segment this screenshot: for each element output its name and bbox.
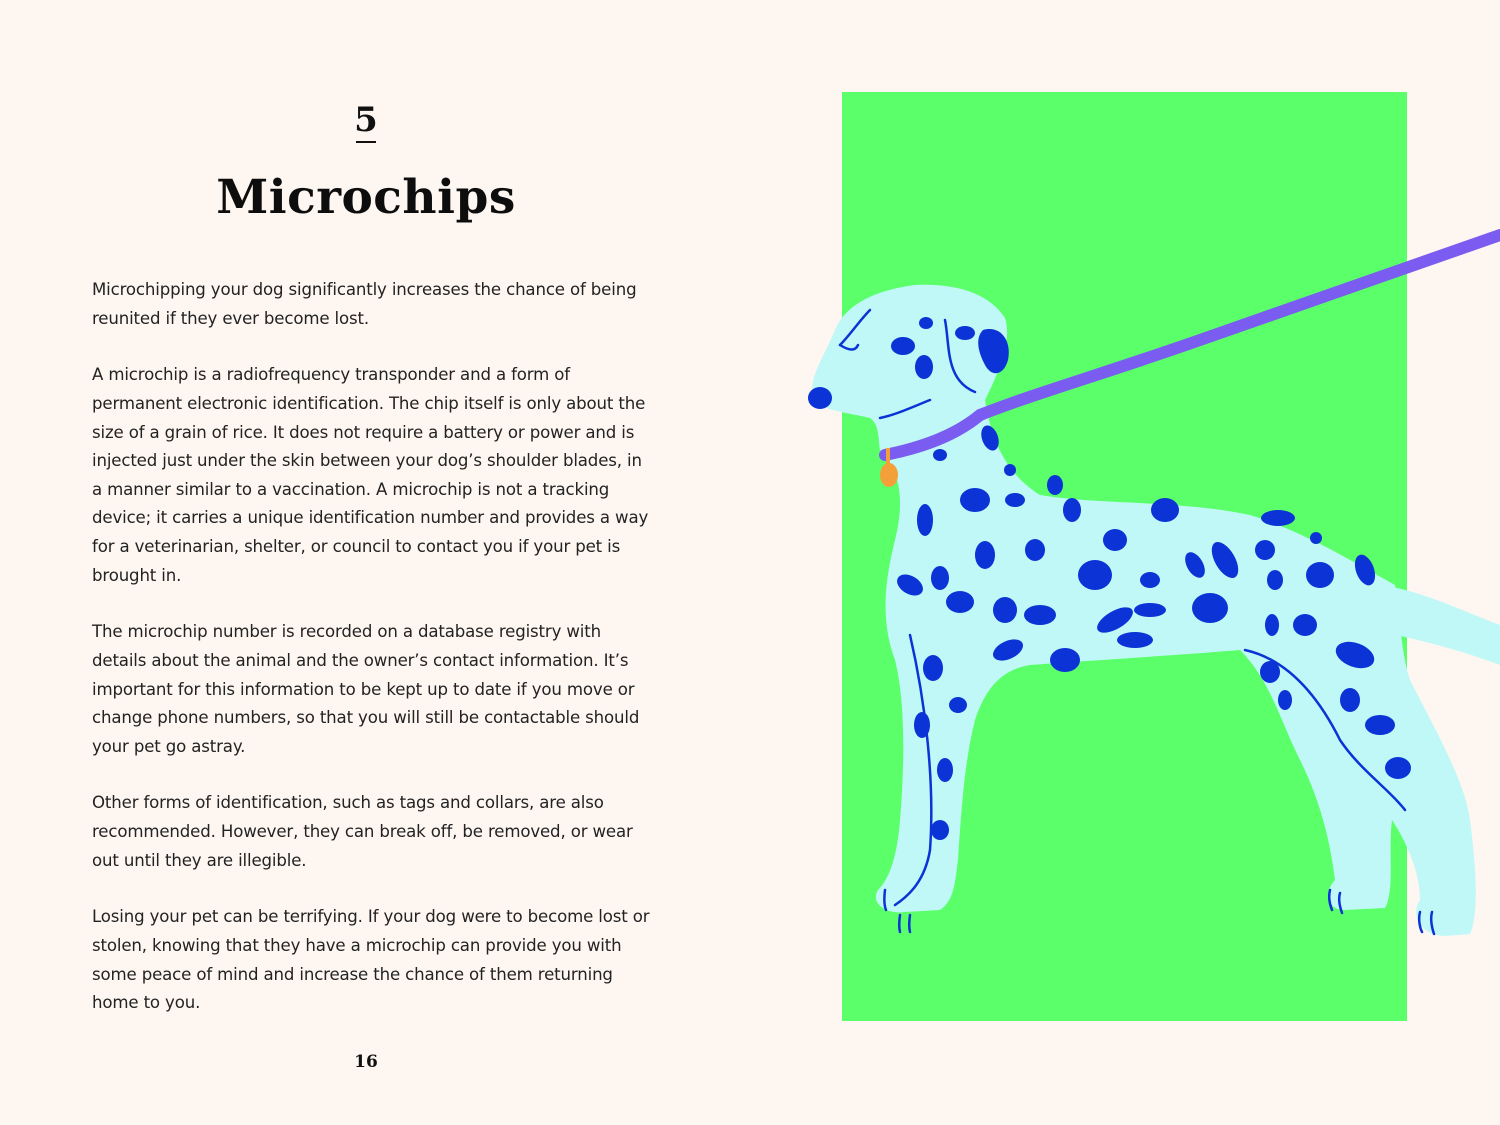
paragraph: A microchip is a radiofrequency transponder and a form of permanent electronic identification. The chip itself is only about the size of a grain of rice. It does not require a battery or power and is injected just under the skin between your dog’s shoulder blades, in a manner similar to a vaccination. A microchip is not a tracking device; it carries a unique identification number and provides a way for a veterinarian, shelter, or council to contact you if your pet is brought in. — [92, 365, 649, 585]
chapter-number: 5 — [354, 100, 378, 140]
paragraph: The microchip number is recorded on a database registry with details about the animal and the owner’s contact information. It’s important for this information to be kept up to date if you move or change phone numbers, so that you will still be contactable should your pet go astray. — [92, 622, 640, 756]
paragraph: Other forms of identification, such as tags and collars, are also recommended. However, they can break off, be removed, or wear out until they are illegible. — [92, 793, 633, 870]
id-tag-icon — [880, 463, 898, 487]
page-title: Microchips — [216, 170, 516, 225]
page-number: 16 — [354, 1052, 378, 1072]
paragraph: Losing your pet can be terrifying. If your dog were to become lost or stolen, knowing that they have a microchip can provide you with some peace of mind and increase the chance of them returning home to you. — [92, 907, 650, 1013]
paragraph: Microchipping your dog significantly increases the chance of being reunited if they ever become lost. — [92, 280, 637, 328]
